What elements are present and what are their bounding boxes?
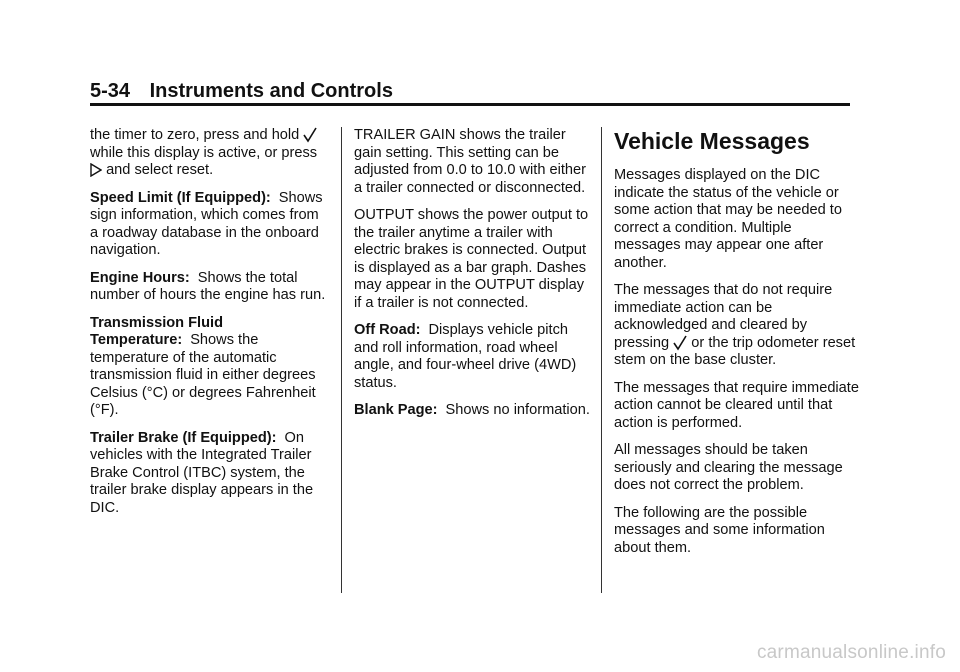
blank-page-paragraph: Blank Page: Shows no information. — [354, 402, 590, 418]
column-divider-1 — [341, 127, 342, 593]
column-2 — [354, 127, 590, 430]
transmission-fluid-paragraph: Transmission Fluid Temperature: Shows the temperature of the automatic transmission fluid in either degrees Celsius (°C) or degrees Fahrenheit (°F). — [90, 314, 316, 418]
trailer-gain-paragraph: TRAILER GAIN shows the trailer gain setting. This setting can be adjusted from 0.0 to 10.0 with either a trailer connected or disconnected. — [354, 127, 587, 196]
column-3 — [614, 127, 860, 567]
timer-reset-paragraph: the timer to zero, press and hold while this display is active, or press and select reset. — [90, 127, 318, 178]
watermark: carmanualsonline.info — [756, 642, 946, 663]
off-road-paragraph: Off Road: Displays vehicle pitch and roll information, road wheel angle, and four-wheel drive (4WD) status. — [354, 322, 577, 391]
trailer-brake-paragraph: Trailer Brake (If Equipped): On vehicles with the Integrated Trailer Brake Control (ITBC) system, the trailer brake display appears in the DIC. — [90, 429, 314, 516]
right-triangle-icon — [90, 163, 102, 177]
header-rule — [90, 103, 850, 106]
vehicle-messages-heading: Vehicle Messages — [614, 128, 810, 154]
following-paragraph: The following are the possible messages and some information about them. — [614, 504, 825, 556]
immediate-action-paragraph: The messages that require immediate action cannot be cleared until that action is performed. — [614, 379, 859, 431]
seriously-paragraph: All messages should be taken seriously and clearing the message does not correct the problem. — [614, 442, 843, 493]
output-paragraph: OUTPUT shows the power output to the trailer anytime a trailer with electric brakes is connected. Output is displayed as a bar graph. Dashes may appear in the OUTPUT display if a trailer is not connected. — [354, 207, 589, 311]
speed-limit-paragraph: Speed Limit (If Equipped): Shows sign information, which comes from a roadway database in the onboard navigation. — [90, 189, 323, 258]
page-number: 5-34 — [90, 80, 131, 102]
column-1 — [90, 127, 330, 527]
section-title: Instruments and Controls — [149, 80, 393, 102]
checkmark-icon — [673, 335, 687, 351]
acknowledge-paragraph: The messages that do not require immediate action can be acknowledged and cleared by pressing or the trip odometer reset stem on the base cluster. — [614, 282, 856, 368]
checkmark-icon — [303, 127, 317, 143]
column-divider-2 — [601, 127, 602, 593]
engine-hours-paragraph: Engine Hours: Shows the total number of hours the engine has run. — [90, 269, 326, 303]
messages-intro-paragraph: Messages displayed on the DIC indicate the status of the vehicle or some action that may be needed to correct a condition. Multiple messages may appear one after another. — [614, 167, 842, 271]
page-header — [90, 80, 393, 103]
